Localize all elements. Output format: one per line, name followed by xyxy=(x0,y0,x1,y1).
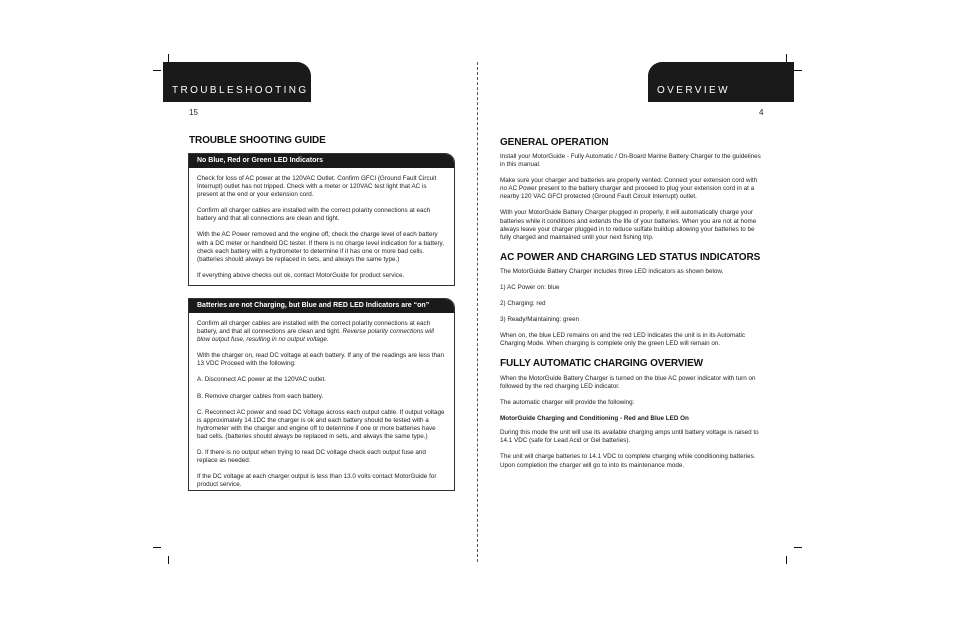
paragraph: If the DC voltage at each charger output is less than 13.0 volts contact MotorGuide for product service. xyxy=(197,473,437,489)
troubleshoot-panel-no-led xyxy=(188,153,455,286)
paragraph: Make sure your charger and batteries are properly vented. Connect your extension cord with no AC Power present to the battery charger and proceed to plug your extension cord in at a nearby 120 VAC GFCI protected (Ground Fault Circuit Interrupt) outlet. xyxy=(500,177,758,201)
paragraph: Install your MotorGuide - Fully Automatic / On-Board Marine Battery Charger to the guidelines in this manual. xyxy=(500,153,761,169)
led-item-green: 3) Ready/Maintaining: green xyxy=(500,316,580,324)
fold-line xyxy=(477,62,478,562)
crop-mark xyxy=(168,54,169,62)
panel-body xyxy=(189,168,454,280)
header-tab-overview xyxy=(648,62,794,102)
troubleshoot-panel-not-charging xyxy=(188,298,455,491)
step-b: B. Remove charger cables from each battery. xyxy=(197,392,324,400)
crop-mark xyxy=(168,556,169,564)
panel-body xyxy=(189,313,454,489)
crop-mark xyxy=(153,70,161,71)
crop-mark xyxy=(786,54,787,62)
led-status-body xyxy=(500,268,765,349)
page-number: 15 xyxy=(189,108,198,117)
paragraph xyxy=(197,320,446,344)
paragraph: If everything above checks out ok, contact MotorGuide for product service. xyxy=(197,271,405,279)
paragraph: Check for loss of AC power at the 120VAC Outlet. Confirm GFCI (Ground Fault Circuit Interrupt) outlet has not tripped. Check with a meter or 120VAC test light that AC is present at the end or your extension cord. xyxy=(197,175,437,199)
paragraph: With the AC Power removed and the engine off, check the charge level of each battery with a DC meter or handheld DC tester. If there is no charge level indication for a battery, check each battery with a hydrometer to determine if it has one or more bad cells. (batteries should always be replaced in sets, and always the same type.) xyxy=(197,231,444,263)
paragraph: With your MotorGuide Battery Charger plugged in properly, it will automatically charge your batteries while it conditions and extends the life of your batteries. When you are not at home always leave your charger plugged in to reduce sulfate buildup allowing your batteries to be fully charged and maintained until your next fishing trip. xyxy=(500,209,757,241)
led-item-blue: 1) AC Power on: blue xyxy=(500,284,560,292)
header-tab-label: TROUBLESHOOTING xyxy=(172,85,309,96)
crop-mark xyxy=(153,547,161,548)
general-operation-title: GENERAL OPERATION xyxy=(500,137,609,148)
warning-text: Reverse polarity connections will blow output fuse, resulting in no output voltage. xyxy=(197,328,434,344)
panel-heading: Batteries are not Charging, but Blue and RED LED Indicators are “on” xyxy=(189,299,454,313)
panel-heading: No Blue, Red or Green LED Indicators xyxy=(189,154,454,168)
led-status-title: AC POWER AND CHARGING LED STATUS INDICATORS xyxy=(500,252,761,263)
section-title: TROUBLE SHOOTING GUIDE xyxy=(189,135,326,146)
paragraph-text: Confirm all charger cables are installed with the correct polarity connections at each battery, and that all connections are clean and tight. xyxy=(197,320,431,336)
crop-mark xyxy=(794,547,802,548)
paragraph: When on, the blue LED remains on and the red LED indicates the unit is in its Automatic Charging Mode. When charging is complete only the green LED will remain on. xyxy=(500,332,746,348)
paragraph: During this mode the unit will use its available charging amps until battery voltage is raised to 14.1 VDC (safe for Lead Acid or Gel batteries). xyxy=(500,429,759,445)
paragraph: With the charger on, read DC voltage at each battery. If any of the readings are less than 13 VDC Proceed with the following: xyxy=(197,352,444,368)
crop-mark xyxy=(786,556,787,564)
step-d: D. If there is no output when trying to read DC voltage check each output fuse and replace as needed. xyxy=(197,449,426,465)
step-a: A. Disconnect AC power at the 120VAC outlet. xyxy=(197,376,327,384)
general-operation-body xyxy=(500,153,765,242)
header-tab-label: OVERVIEW xyxy=(657,85,730,96)
subheading: MotorGuide Charging and Conditioning - Red and Blue LED On xyxy=(500,415,689,423)
auto-charging-title: FULLY AUTOMATIC CHARGING OVERVIEW xyxy=(500,358,704,369)
header-tab-troubleshooting xyxy=(163,62,311,102)
page-number: 4 xyxy=(759,108,764,117)
led-item-red: 2) Charging: red xyxy=(500,300,546,308)
crop-mark xyxy=(794,70,802,71)
auto-charging-body xyxy=(500,375,765,470)
paragraph: The MotorGuide Battery Charger includes three LED indicators as shown below. xyxy=(500,268,724,275)
paragraph: When the MotorGuide Battery Charger is turned on the blue AC power indicator with turn on followed by the red charging LED indicator. xyxy=(500,375,756,391)
step-c: C. Reconnect AC power and read DC Voltage across each output cable. If output voltage is approximately 14.1DC the charger is ok and each battery should be tested with a hydrometer with the charger and engine off to determine if one or more batteries have bad cells. (batteries should always be replaced in sets, and always the same type.) xyxy=(197,408,445,440)
paragraph: Confirm all charger cables are installed with the correct polarity connections at each battery and that all connections are clean and tight. xyxy=(197,207,431,223)
paragraph: The automatic charger will provide the following: xyxy=(500,399,635,407)
paragraph: The unit will charge batteries to 14.1 VDC to complete charging while conditioning batteries. Upon completion the charger will go to into its maintenance mode. xyxy=(500,453,756,469)
